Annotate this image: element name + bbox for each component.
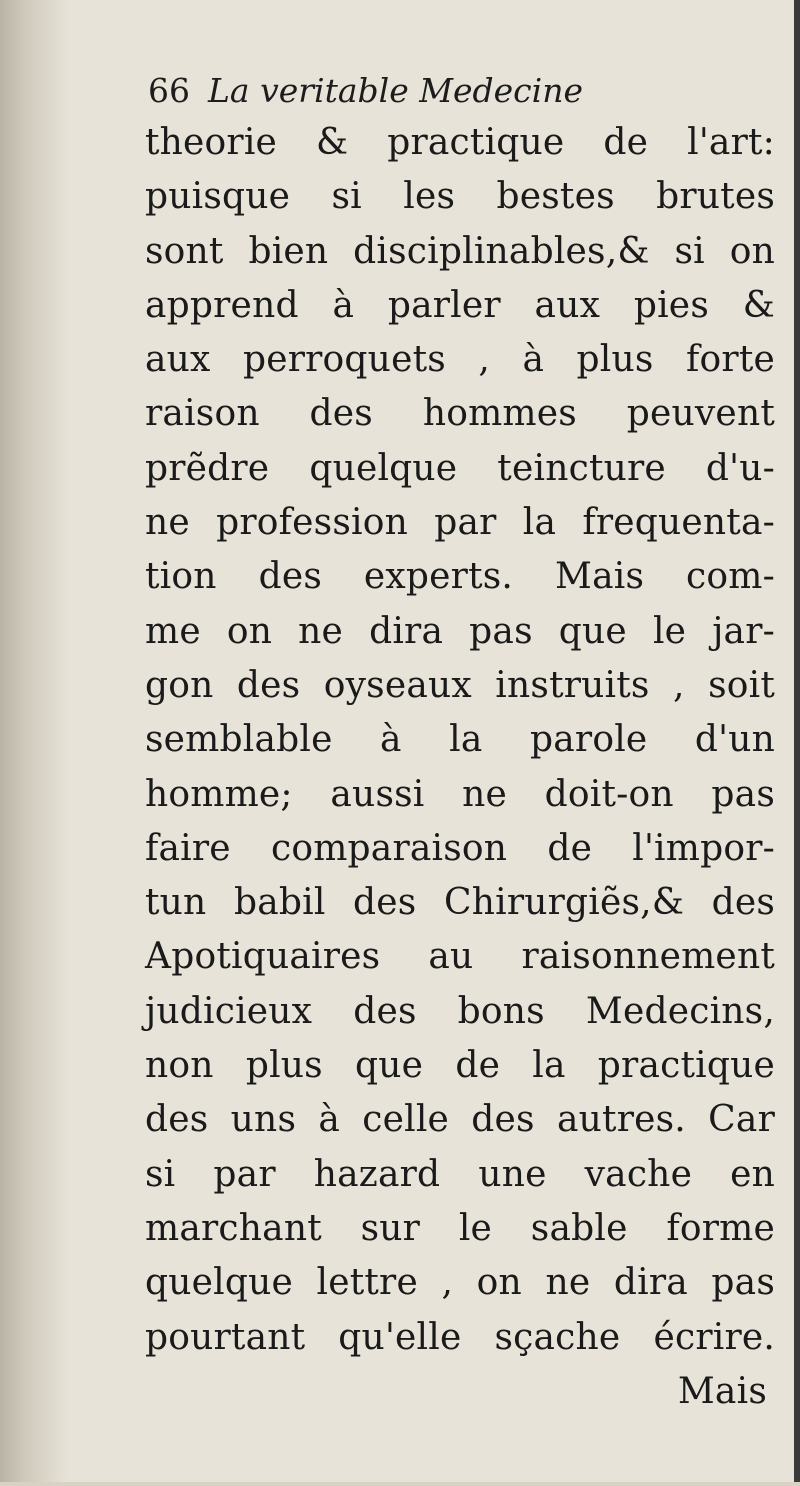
text-line: faire comparaison de l'impor- <box>145 827 775 869</box>
text-line: theorie & practique de l'art: <box>145 122 775 163</box>
running-header <box>148 66 768 116</box>
text-line: marchant sur le sable forme <box>145 1207 775 1249</box>
body-text <box>145 116 775 1419</box>
text-line: raison des hommes peuvent <box>145 393 775 435</box>
page-edge <box>794 0 800 1486</box>
text-line: prẽdre quelque teincture d'u- <box>145 447 775 489</box>
text-line: Apotiquaires au raisonnement <box>145 936 775 978</box>
catchword: Mais <box>677 1370 767 1412</box>
text-line: semblable à la parole d'un <box>145 719 775 761</box>
text-line: sont bien disciplinables,& si on <box>145 230 775 272</box>
text-line: judicieux des bons Medecins, <box>145 990 775 1032</box>
text-line: quelque lettre , on ne dira pas <box>145 1262 775 1304</box>
text-line: puisque si les bestes brutes <box>145 176 775 218</box>
running-title: La veritable Medecine <box>208 71 584 110</box>
text-line: tun babil des Chirurgiẽs,& des <box>145 882 775 924</box>
page-bottom-edge <box>0 1482 800 1486</box>
binding-gutter-shadow <box>0 0 70 1486</box>
text-line: ne profession par la frequenta- <box>145 502 775 544</box>
page-number: 66 <box>148 71 190 110</box>
text-line: si par hazard une vache en <box>145 1153 775 1195</box>
text-line: apprend à parler aux pies & <box>145 284 775 326</box>
text-line: aux perroquets , à plus forte <box>145 339 775 381</box>
text-line: non plus que de la practique <box>145 1045 775 1087</box>
text-line: tion des experts. Mais com- <box>145 556 775 598</box>
text-line: gon des oyseaux instruits , soit <box>145 664 775 706</box>
text-line: des uns à celle des autres. Car <box>145 1099 775 1141</box>
text-line: pourtant qu'elle sçache écrire. <box>145 1316 775 1358</box>
text-line: homme; aussi ne doit-on pas <box>145 773 775 815</box>
text-line: me on ne dira pas que le jar- <box>145 610 775 652</box>
